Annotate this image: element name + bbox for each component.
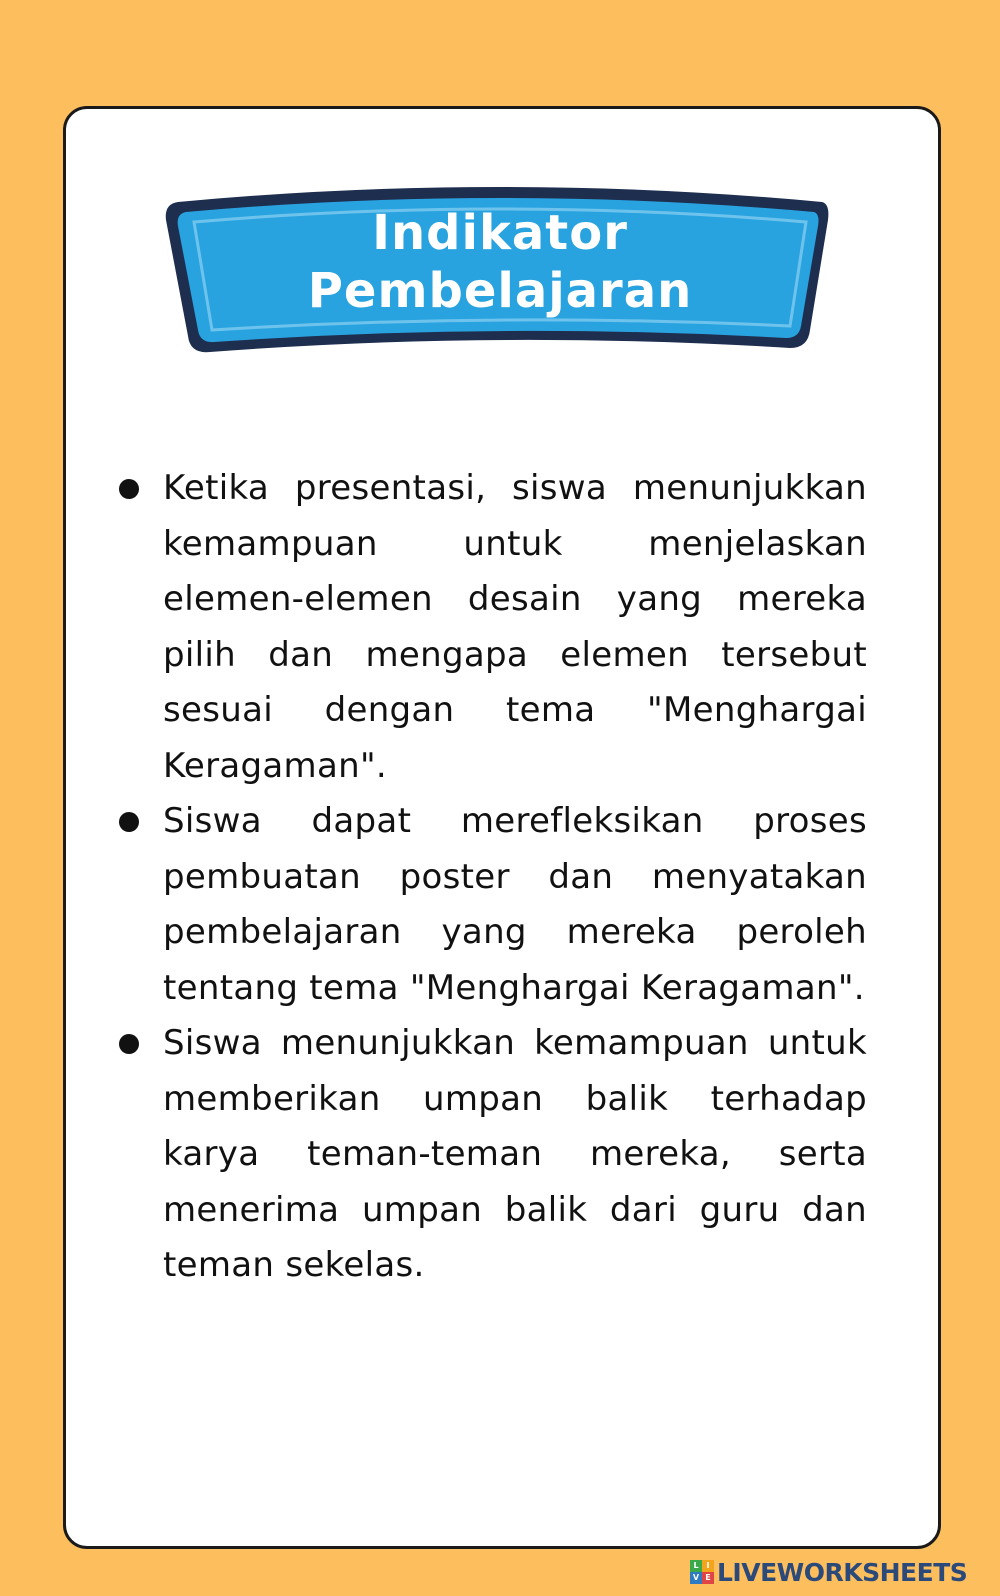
list-item <box>115 461 867 794</box>
banner-title-line1: Indikator <box>372 205 628 261</box>
bullet-icon <box>119 812 139 832</box>
bullet-icon <box>119 1034 139 1054</box>
indicator-text: Siswa dapat merefleksikan proses pembuatan poster dan menyatakan pembelajaran yang mereka peroleh tentang tema "Menghargai Keragaman". <box>163 801 867 1008</box>
logo-text: LIVEWORKSHEETS <box>717 1557 968 1587</box>
indicator-text: Siswa menunjukkan kemampuan untuk memberikan umpan balik terhadap karya teman-teman mereka, serta menerima umpan balik dari guru dan teman sekelas. <box>163 1023 867 1285</box>
indicator-text: Ketika presentasi, siswa menunjukkan kemampuan untuk menjelaskan elemen-elemen desain yang mereka pilih dan mengapa elemen tersebut sesuai dengan tema "Menghargai Keragaman". <box>163 468 867 786</box>
liveworksheets-logo[interactable] <box>690 1555 967 1589</box>
title-banner <box>160 180 840 370</box>
indicator-list <box>115 461 867 1294</box>
list-item <box>115 1016 867 1294</box>
list-item <box>115 794 867 1016</box>
banner-title-line2: Pembelajaran <box>307 263 693 319</box>
banner-title <box>160 204 840 320</box>
bullet-icon <box>119 479 139 499</box>
logo-grid-icon: L I V E <box>690 1560 714 1584</box>
